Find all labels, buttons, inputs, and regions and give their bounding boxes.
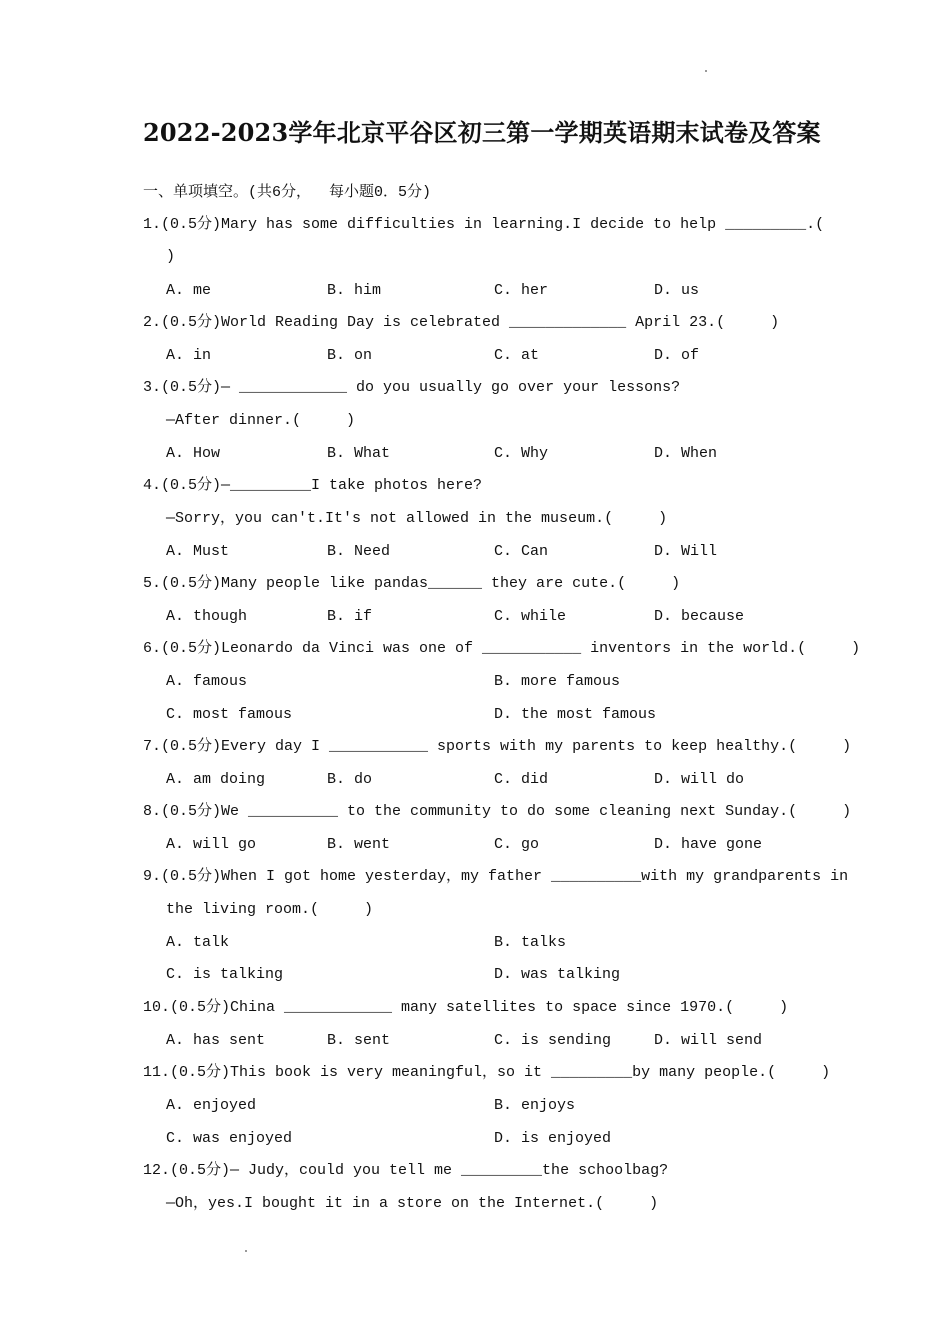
option-a[interactable]: A. me	[166, 282, 212, 299]
option-b[interactable]: B. What	[327, 445, 391, 462]
scan-dot	[245, 1250, 247, 1252]
question-8: 8.(0.5分)We __________ to the community to do some cleaning next Sunday.( )	[143, 803, 852, 820]
question-4: 4.(0.5分)—_________I take photos here?	[143, 477, 483, 494]
option-d[interactable]: D. of	[654, 347, 700, 364]
question-12: 12.(0.5分)— Judy，could you tell me _________the schoolbag?	[143, 1162, 669, 1179]
option-b[interactable]: B. sent	[327, 1032, 391, 1049]
question-2: 2.(0.5分)World Reading Day is celebrated _____________ April 23.( )	[143, 314, 780, 331]
question-10: 10.(0.5分)China ____________ many satellites to space since 1970.( )	[143, 999, 789, 1016]
option-c[interactable]: C. go	[494, 836, 540, 853]
option-c[interactable]: C. is sending	[494, 1032, 612, 1049]
option-b[interactable]: B. went	[327, 836, 391, 853]
option-d[interactable]: D. When	[654, 445, 718, 462]
option-d[interactable]: D. the most famous	[494, 706, 657, 723]
option-a[interactable]: A. am doing	[166, 771, 266, 788]
option-a[interactable]: A. in	[166, 347, 212, 364]
option-a[interactable]: A. will go	[166, 836, 257, 853]
option-b[interactable]: B. do	[327, 771, 373, 788]
question-3: 3.(0.5分)— ____________ do you usually go over your lessons?	[143, 379, 681, 396]
option-b[interactable]: B. if	[327, 608, 373, 625]
option-b[interactable]: B. more famous	[494, 673, 621, 690]
option-c[interactable]: C. is talking	[166, 966, 284, 983]
question-12-cont: —Oh，yes.I bought it in a store on the Internet.( )	[166, 1195, 659, 1212]
option-b[interactable]: B. on	[327, 347, 373, 364]
option-c[interactable]: C. Can	[494, 543, 549, 560]
scan-dot	[705, 70, 707, 72]
option-b[interactable]: B. him	[327, 282, 382, 299]
option-c[interactable]: C. while	[494, 608, 567, 625]
option-d[interactable]: D. is enjoyed	[494, 1130, 612, 1147]
option-c[interactable]: C. was enjoyed	[166, 1130, 293, 1147]
question-11: 11.(0.5分)This book is very meaningful，so it _________by many people.( )	[143, 1064, 831, 1081]
option-a[interactable]: A. talk	[166, 934, 230, 951]
option-d[interactable]: D. because	[654, 608, 745, 625]
option-c[interactable]: C. most famous	[166, 706, 293, 723]
option-d[interactable]: D. us	[654, 282, 700, 299]
option-a[interactable]: A. enjoyed	[166, 1097, 257, 1114]
option-b[interactable]: B. talks	[494, 934, 567, 951]
option-c[interactable]: C. her	[494, 282, 549, 299]
question-1-cont: )	[166, 248, 176, 265]
question-6: 6.(0.5分)Leonardo da Vinci was one of ___________ inventors in the world.( )	[143, 640, 861, 657]
option-b[interactable]: B. Need	[327, 543, 391, 560]
option-d[interactable]: D. was talking	[494, 966, 621, 983]
option-d[interactable]: D. have gone	[654, 836, 763, 853]
question-9: 9.(0.5分)When I got home yesterday，my father __________with my grandparents in	[143, 868, 849, 885]
question-4-cont: —Sorry，you can't.It's not allowed in the museum.( )	[166, 510, 668, 527]
option-c[interactable]: C. Why	[494, 445, 549, 462]
question-9-cont: the living room.( )	[166, 901, 374, 918]
question-3-cont: —After dinner.( )	[166, 412, 356, 429]
option-d[interactable]: D. Will	[654, 543, 718, 560]
page-title: 2022-2023学年北京平谷区初三第一学期英语期末试卷及答案	[143, 118, 821, 147]
question-1: 1.(0.5分)Mary has some difficulties in learning.I decide to help _________.(	[143, 216, 825, 233]
question-5: 5.(0.5分)Many people like pandas______ they are cute.( )	[143, 575, 681, 592]
option-b[interactable]: B. enjoys	[494, 1097, 576, 1114]
option-c[interactable]: C. did	[494, 771, 549, 788]
option-d[interactable]: D. will send	[654, 1032, 763, 1049]
option-a[interactable]: A. How	[166, 445, 221, 462]
option-c[interactable]: C. at	[494, 347, 540, 364]
option-d[interactable]: D. will do	[654, 771, 745, 788]
option-a[interactable]: A. famous	[166, 673, 248, 690]
option-a[interactable]: A. has sent	[166, 1032, 266, 1049]
option-a[interactable]: A. though	[166, 608, 248, 625]
option-a[interactable]: A. Must	[166, 543, 230, 560]
question-7: 7.(0.5分)Every day I ___________ sports with my parents to keep healthy.( )	[143, 738, 852, 755]
section-heading: 一、单项填空。(共6分， 每小题0．5分)	[143, 184, 432, 201]
